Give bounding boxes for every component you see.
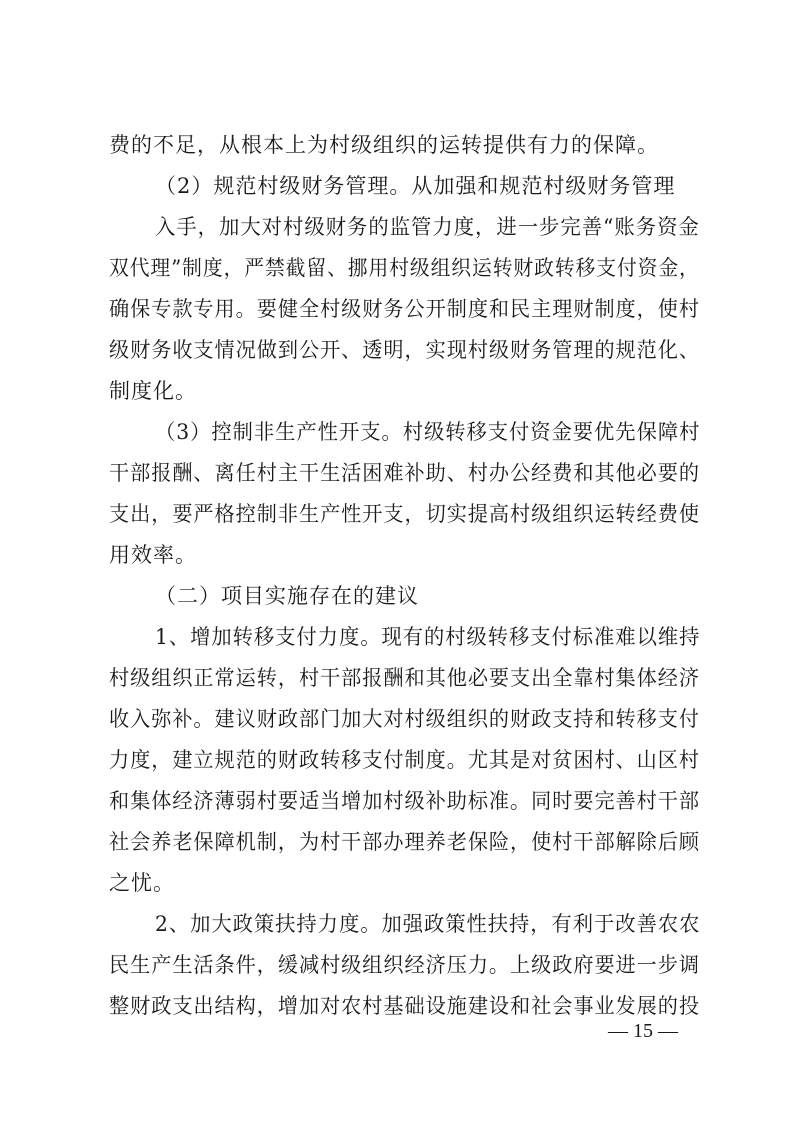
body-line: 收入弥补。建议财政部门加大对村级组织的财政支持和转移支付 xyxy=(109,707,700,731)
body-line: 入手，加大对村级财务的监管力度，进一步完善“账务资金 xyxy=(155,215,700,239)
body-line: 之忧。 xyxy=(109,871,175,895)
body-line: 用效率。 xyxy=(109,543,197,567)
body-line: 费的不足，从根本上为村级组织的运转提供有力的保障。 xyxy=(109,133,659,157)
body-line: 确保专款专用。要健全村级财务公开制度和民主理财制度，使村 xyxy=(109,297,700,321)
body-line: 支出，要严格控制非生产性开支，切实提高村级组织运转经费使 xyxy=(109,502,700,526)
subsection-heading: （二）项目实施存在的建议 xyxy=(155,584,419,608)
body-line: 村级组织正常运转，村干部报酬和其他必要支出全靠村集体经济 xyxy=(109,666,700,690)
body-line: 和集体经济薄弱村要适当增加村级补助标准。同时要完善村干部 xyxy=(109,789,700,813)
body-line: 社会养老保障机制，为村干部办理养老保险，使村干部解除后顾 xyxy=(109,830,700,854)
section-heading-line: 1、增加转移支付力度。现有的村级转移支付标准难以维持 xyxy=(155,625,701,649)
body-line: 级财务收支情况做到公开、透明，实现村级财务管理的规范化、 xyxy=(109,338,700,362)
body-line: 力度，建立规范的财政转移支付制度。尤其是对贫困村、山区村 xyxy=(109,748,700,772)
body-line: 双代理”制度，严禁截留、挪用村级组织运转财政转移支付资金， xyxy=(109,256,700,280)
section-heading-line: （2）规范村级财务管理。从加强和规范村级财务管理 xyxy=(155,174,676,198)
page-number: — 15 — xyxy=(608,1020,678,1042)
body-line: 干部报酬、离任村主干生活困难补助、村办公经费和其他必要的 xyxy=(109,461,700,485)
body-line: 整财政支出结构，增加对农村基础设施建设和社会事业发展的投 xyxy=(109,994,700,1018)
body-line: 民生产生活条件，缓减村级组织经济压力。上级政府要进一步调 xyxy=(109,953,700,977)
body-line: 制度化。 xyxy=(109,379,197,403)
section-heading-line: （3）控制非生产性开支。村级转移支付资金要优先保障村 xyxy=(155,420,701,444)
section-heading-line: 2、加大政策扶持力度。加强政策性扶持，有利于改善农农 xyxy=(155,912,701,936)
